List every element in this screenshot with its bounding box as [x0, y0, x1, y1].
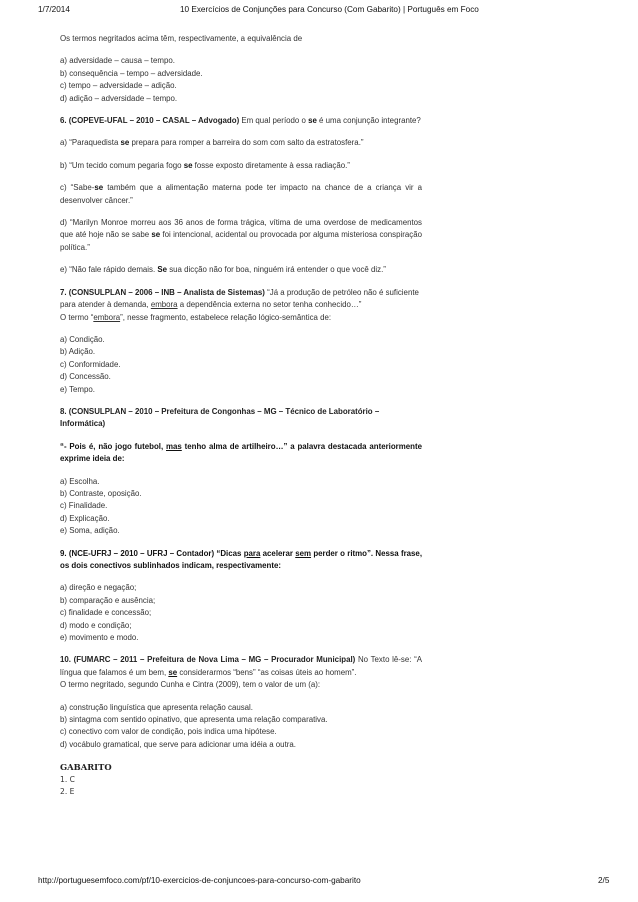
q5-option: b) consequência – tempo – adversidade. [60, 68, 203, 78]
gabarito-answer: 2. E [60, 787, 75, 797]
q9-option: c) finalidade e concessão; [60, 608, 152, 618]
footer-url: http://portuguesemfoco.com/pf/10-exercicios-de-conjuncoes-para-concurso-com-gabarito [38, 876, 361, 885]
q5-option: a) adversidade – causa – tempo. [60, 56, 175, 66]
q8-option: d) Explicação. [60, 513, 110, 523]
header-title: 10 Exercícios de Conjunções para Concurso (Com Gabarito) | Português em Foco [180, 5, 479, 14]
gabarito-title: GABARITO [60, 762, 112, 773]
q10-option: b) sintagma com sentido opinativo, que apresenta uma relação comparativa. [60, 715, 328, 725]
q6-stem: 6. (COPEVE-UFAL – 2010 – CASAL – Advogado) Em qual período o se é uma conjunção integrante? [60, 116, 421, 126]
q7-title: 7. (CONSULPLAN – 2006 – INB – Analista de Sistemas) [60, 287, 265, 297]
q6-title: 6. (COPEVE-UFAL – 2010 – CASAL – Advogado) [60, 116, 240, 126]
article-content [60, 33, 422, 799]
q10-option: c) conectivo com valor de condição, pois indica uma hipótese. [60, 727, 277, 737]
q10-title: 10. (FUMARC – 2011 – Prefeitura de Nova Lima – MG – Procurador Municipal) [60, 655, 356, 665]
q5-option: d) adição – adversidade – tempo. [60, 93, 178, 103]
q8-option: b) Contraste, oposição. [60, 488, 142, 498]
q7-option: d) Concessão. [60, 372, 111, 382]
q6-option-a: a) “Paraquedista se prepara para romper a barreira do som com salto da estratosfera.” [60, 138, 364, 148]
q9-stem: 9. (NCE-UFRJ – 2010 – UFRJ – Contador) “Dicas para acelerar sem perder o ritmo”. Nessa frase, os dois conectivos sublinhados indicam, respectivamente: [60, 548, 423, 570]
q7-option: b) Adição. [60, 347, 96, 357]
q7-option: a) Condição. [60, 334, 105, 344]
q7-question: O termo “embora”, nesse fragmento, estabelece relação lógico-semântica de: [60, 312, 332, 322]
q6-option-d: d) “Marilyn Monroe morreu aos 36 anos de forma trágica, vítima de uma overdose de medicamentos que até hoje não se sabe se foi intencional, acidental ou provocada por alguma misteriosa conspiração política.” [60, 218, 422, 252]
q9-option: d) modo e condição; [60, 620, 132, 630]
q9-option: b) comparação e ausência; [60, 595, 156, 605]
q8-option: c) Finalidade. [60, 501, 108, 511]
q10-stem: 10. (FUMARC – 2011 – Prefeitura de Nova Lima – MG – Procurador Municipal) No Texto lê-se: “A língua que falamos é um bem, se considerarmos “bens” “as coisas úteis ao homem”. [60, 655, 422, 677]
q9-title: 9. (NCE-UFRJ – 2010 – UFRJ – Contador) [60, 548, 215, 558]
q8-stem: “- Pois é, não jogo futebol, mas tenho alma de artilheiro…” a palavra destacada anteriormente exprime ideia de: [60, 441, 422, 464]
q8-option: a) Escolha. [60, 476, 100, 486]
q6-option-b: b) “Um tecido comum pegaria fogo se fosse exposto diretamente à essa radiação.” [60, 160, 350, 170]
q6-option-e: e) “Não fale rápido demais. Se sua dicção não for boa, ninguém irá entender o que você diz.” [60, 265, 386, 275]
q10-option: d) vocábulo gramatical, que serve para adicionar uma idéia a outra. [60, 739, 296, 749]
q7-option: e) Tempo. [60, 384, 95, 394]
q9-option: e) movimento e modo. [60, 633, 139, 643]
q5-intro: Os termos negritados acima têm, respectivamente, a equivalência de [60, 34, 303, 43]
q8-option: e) Soma, adição. [60, 526, 120, 536]
q7-stem: 7. (CONSULPLAN – 2006 – INB – Analista de Sistemas) “Já a produção de petróleo não é suficiente para atender à demanda, embora a dependência externa no setor tenha conhecido…” [60, 287, 419, 310]
q9-option: a) direção e negação; [60, 583, 137, 593]
q7-option: c) Conformidade. [60, 359, 121, 369]
q6-option-c: c) “Sabe-se também que a alimentação materna pode ter impacto na chance de a criança vir a desenvolver câncer.” [60, 183, 422, 205]
q8-title: 8. (CONSULPLAN – 2010 – Prefeitura de Congonhas – MG – Técnico de Laboratório – Informática) [60, 406, 380, 429]
header-date: 1/7/2014 [38, 5, 70, 14]
q5-option: c) tempo – adversidade – adição. [60, 81, 177, 91]
q10-option: a) construção linguística que apresenta relação causal. [60, 702, 253, 712]
q10-question: O termo negritado, segundo Cunha e Cintra (2009), tem o valor de um (a): [60, 680, 321, 690]
footer-page-number: 2/5 [598, 876, 610, 885]
gabarito-answer: 1. C [60, 774, 75, 784]
